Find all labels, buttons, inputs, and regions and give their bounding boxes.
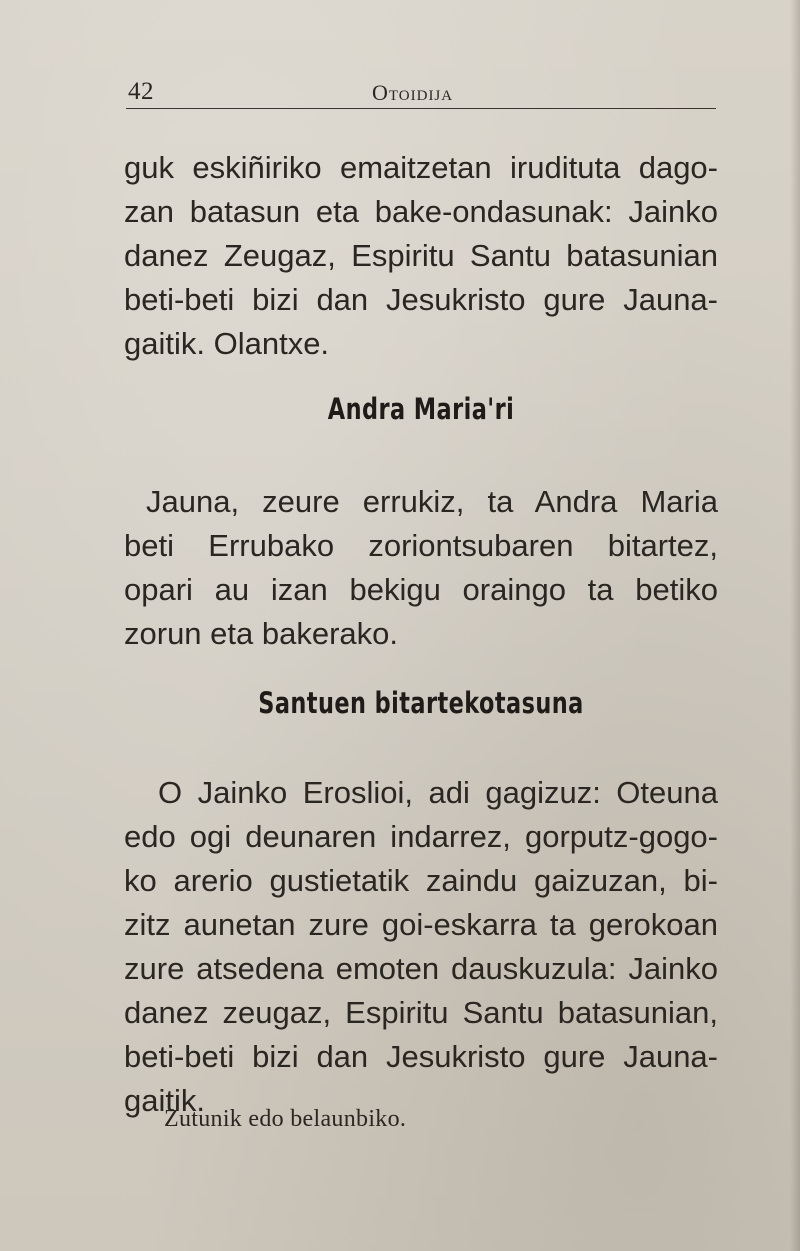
paragraph-1: [124, 146, 718, 366]
text-line: O Jainko Eroslioi, adi gagizuz: Oteuna: [158, 775, 718, 810]
text-line: guk eskiñiriko emaitzetan irudituta dago-: [124, 150, 718, 185]
text-line: beti Errubako zoriontsubaren bitartez,: [124, 528, 718, 563]
section-heading-santuen: Santuen bitartekotasuna: [258, 686, 584, 720]
text-line: gaitik. Olantxe.: [124, 326, 330, 361]
text-line: ko arerio gustietatik zaindu gaizuzan, bi-: [124, 863, 718, 898]
text-line: zorun eta bakerako.: [124, 616, 399, 651]
text-line: zan batasun eta bake-ondasunak: Jainko: [124, 194, 718, 229]
page-number: 42: [128, 78, 154, 105]
text-line: danez Zeugaz, Espiritu Santu batasunian: [124, 238, 718, 273]
rubric-note: Zutunik edo belaunbiko.: [164, 1106, 407, 1132]
text-line: beti-beti bizi dan Jesukristo gure Jauna-: [124, 1039, 718, 1074]
paragraph-3: [124, 771, 718, 1123]
text-line: zitz aunetan zure goi-eskarra ta gerokoan: [124, 907, 718, 942]
text-line: opari au izan bekigu oraingo ta betiko: [124, 572, 718, 607]
text-line: beti-beti bizi dan Jesukristo gure Jauna-: [124, 282, 718, 317]
text-line: danez zeugaz, Espiritu Santu batasunian,: [124, 995, 718, 1030]
paragraph-2: [124, 480, 718, 656]
text-line: zure atsedena emoten dauskuzula: Jainko: [124, 951, 718, 986]
text-line: edo ogi deunaren indarrez, gorputz-gogo-: [124, 819, 718, 854]
running-title: Otoidija: [372, 80, 454, 105]
section-heading-andra-maria: Andra Maria'ri: [327, 392, 515, 426]
text-line: Jauna, zeure errukiz, ta Andra Maria: [146, 484, 718, 519]
text-line: gaitik.: [124, 1083, 205, 1118]
running-head: [126, 78, 716, 109]
